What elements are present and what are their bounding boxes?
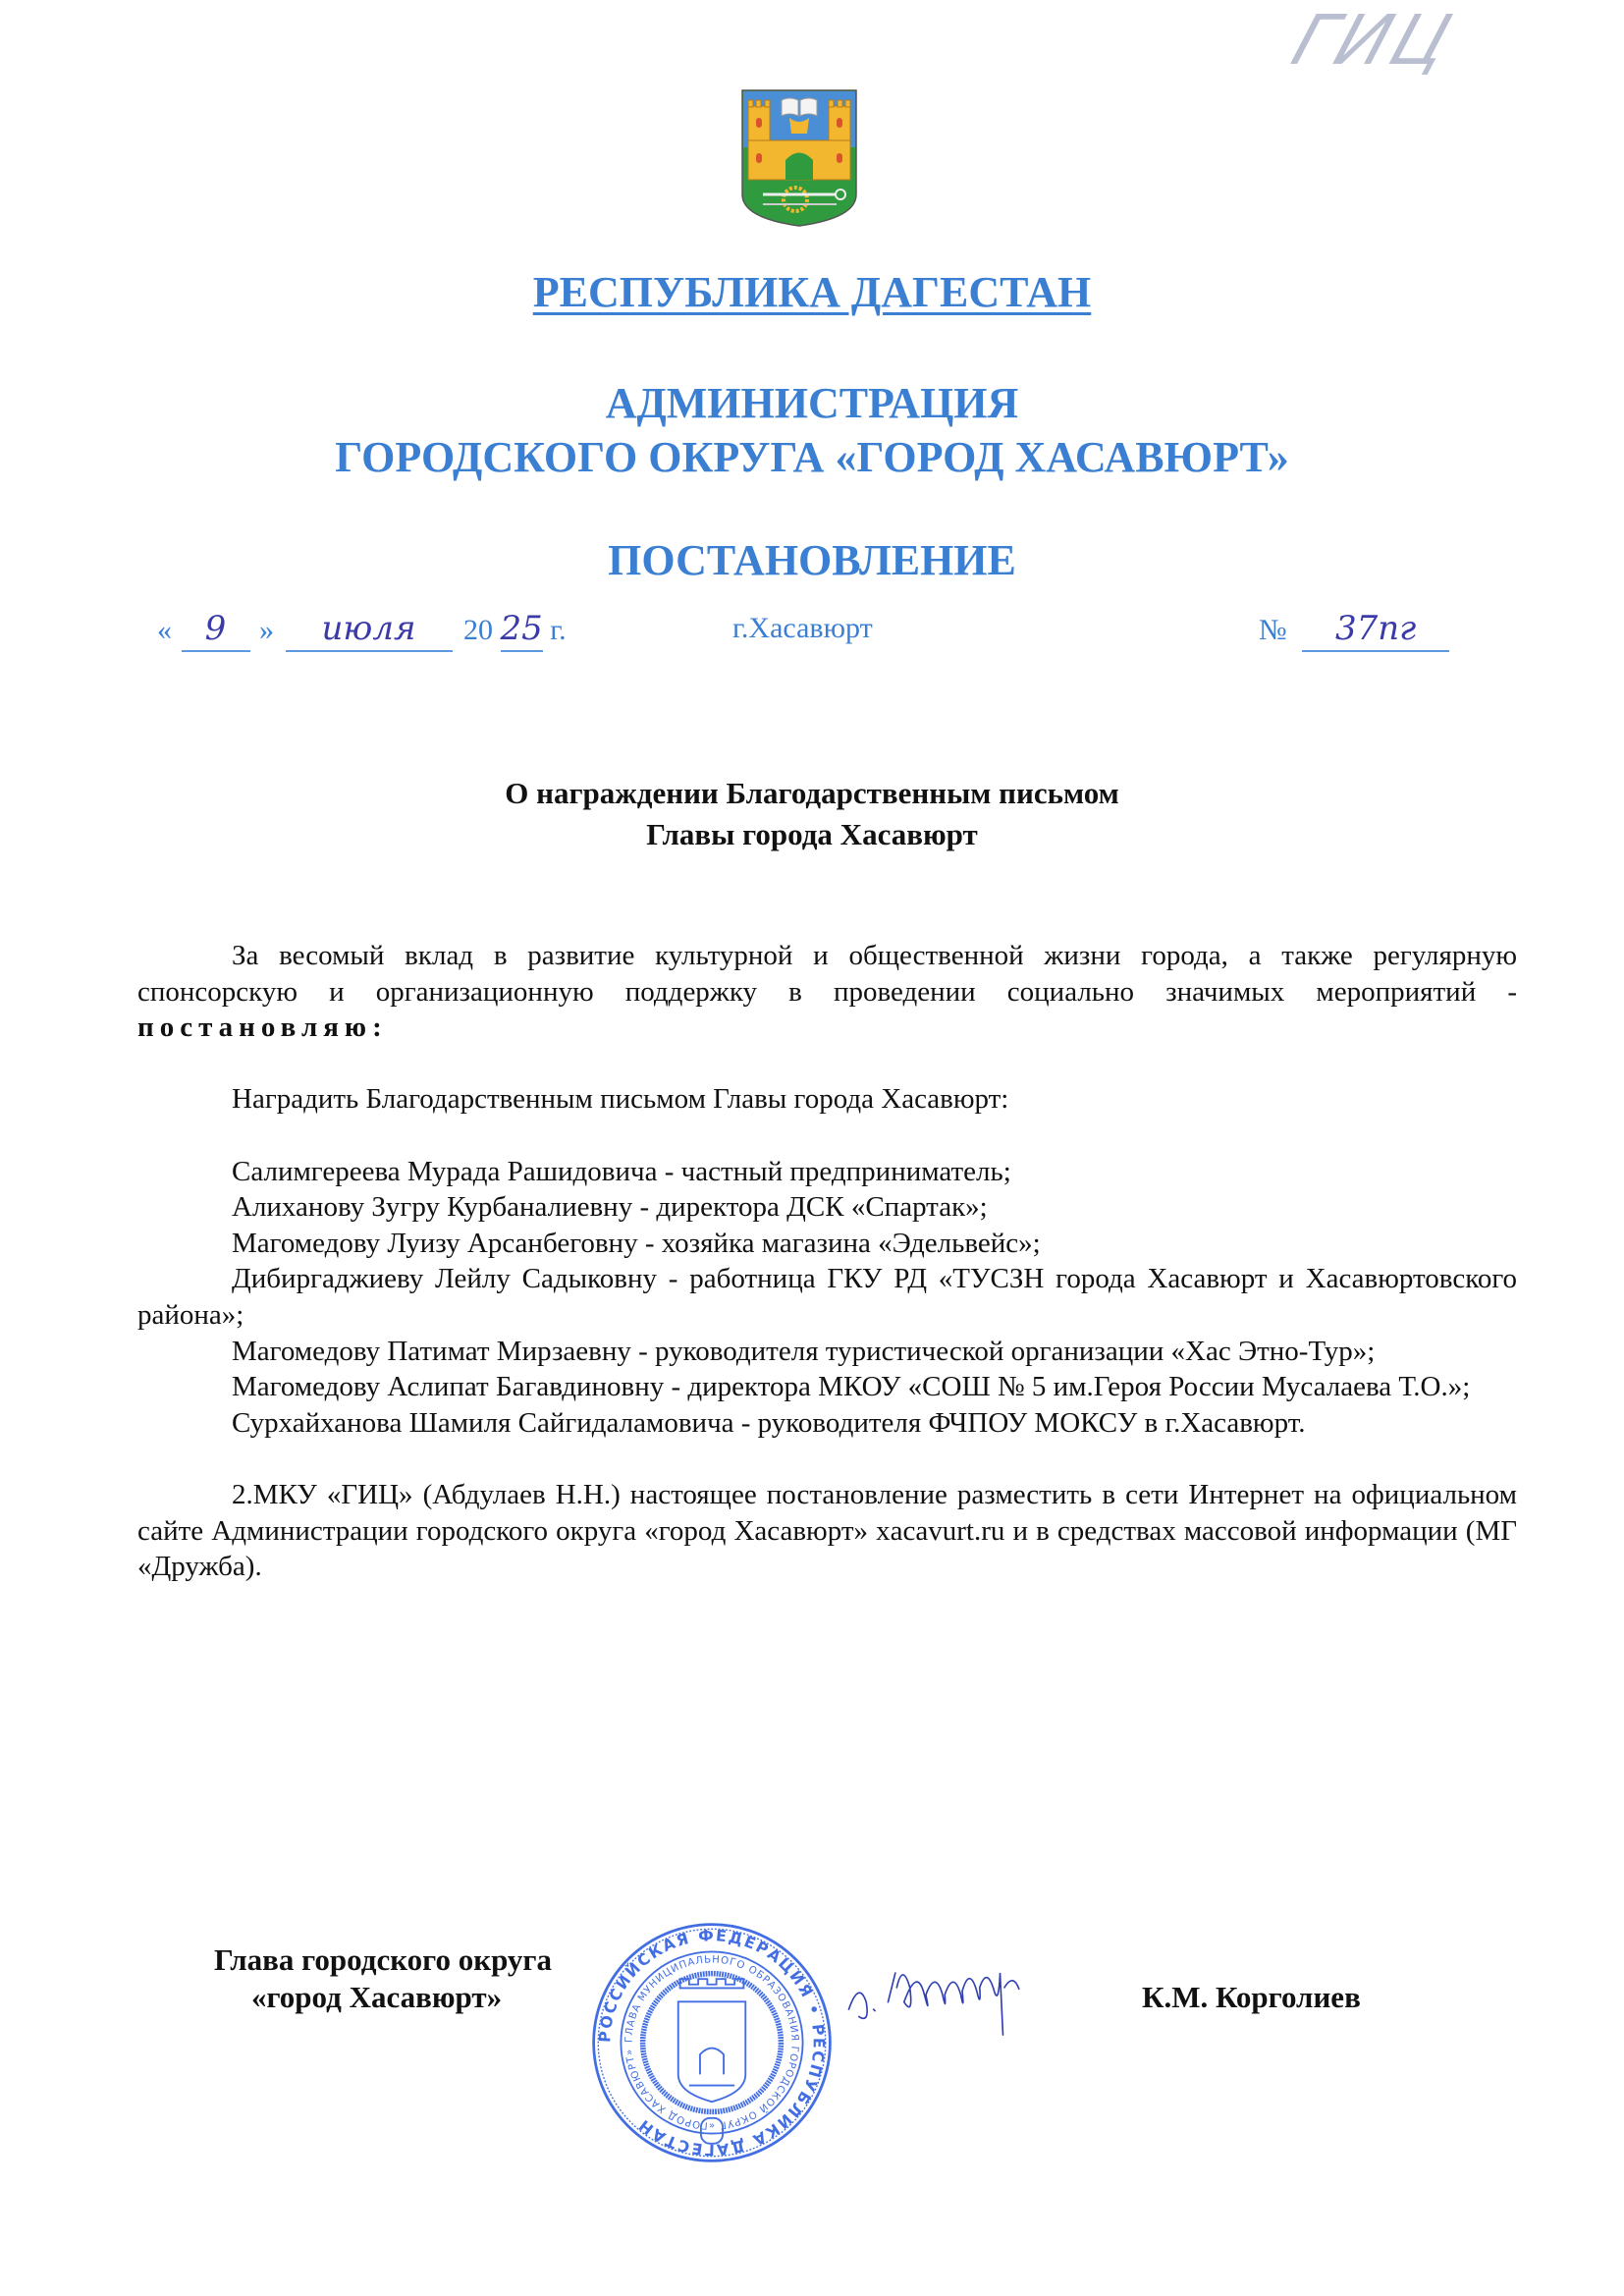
decree-word: постановляю: xyxy=(137,1011,388,1044)
recipients-list xyxy=(137,1154,1517,1442)
date-day-field: 9 xyxy=(182,607,250,652)
list-item: Дибиргаджиеву Лейлу Садыковну - работница ГКУ РД «ТУСЗН города Хасавюрт и Хасавюртовского района»; xyxy=(137,1263,1517,1331)
list-item: Магомедову Патимат Мирзаевну - руководителя туристической организации «Хас Этно-Тур»; xyxy=(232,1335,1376,1367)
list-item: Алиханову Зугру Курбаналиевну - директора ДСК «Спартак»; xyxy=(232,1191,988,1224)
coat-of-arms-icon xyxy=(738,86,860,234)
document-type-heading: ПОСТАНОВЛЕНИЕ xyxy=(608,536,1016,584)
document-body xyxy=(137,938,1517,1585)
preamble-paragraph xyxy=(137,938,1517,1046)
number-line xyxy=(1259,607,1449,652)
item-2-paragraph: 2.МКУ «ГИЦ» (Абдулаев Н.Н.) настоящее постановление разместить в сети Интернет на официальном сайте Администрации городского округа «город Хасавюрт» xacavurt.ru и в средствах массовой информации (МГ «Дружба). xyxy=(137,1478,1517,1583)
republic-heading: РЕСПУБЛИКА ДАГЕСТАН xyxy=(532,268,1092,316)
signatory-name: К.М. Корголиев xyxy=(1142,1980,1361,2014)
subject-line-2: Главы города Хасавюрт xyxy=(646,817,978,851)
award-intro: Наградить Благодарственным письмом Главы города Хасавюрт: xyxy=(232,1083,1009,1116)
date-open-quote: « xyxy=(157,614,172,646)
seal-outer-text: РОССИЙСКАЯ ФЕДЕРАЦИЯ • РЕСПУБЛИКА ДАГЕСТАН xyxy=(595,1926,829,2159)
document-number-field: 37пг xyxy=(1302,607,1449,652)
signatory-role-line-1: Глава городского округа xyxy=(214,1942,552,1977)
list-item: Магомедову Луизу Арсанбеговну - хозяйка магазина «Эдельвейс»; xyxy=(232,1227,1041,1259)
administration-heading: АДМИНИСТРАЦИЯ xyxy=(605,379,1019,427)
subject-line-1: О награждении Благодарственным письмом xyxy=(505,776,1119,810)
issuing-city: г.Хасавюрт xyxy=(732,612,873,644)
date-year-prefix: 20 xyxy=(463,614,493,646)
date-year-suffix-field: 25 xyxy=(501,607,543,652)
date-close-quote: » xyxy=(259,614,274,646)
seal-inner-text: ГЛАВА МУНИЦИПАЛЬНОГО ОБРАЗОВАНИЯ ГОРОДСКОЙ ОКРУГ «ГОРОД ХАСАВЮРТ» xyxy=(623,1954,800,2131)
number-label: № xyxy=(1259,614,1287,646)
signature-block xyxy=(137,1930,1517,2018)
list-item: Сурхайханова Шамиля Сайгидаламовича - руководителя ФЧПОУ МОКСУ в г.Хасавюрт. xyxy=(232,1406,1306,1439)
date-year-unit: г. xyxy=(550,614,567,646)
pencil-annotation: ГИЦ xyxy=(1282,0,1465,81)
preamble-text: За весомый вклад в развитие культурной и общественной жизни города, а также регулярную спонсорскую и организационную поддержку в проведении социально значимых мероприятий - xyxy=(137,940,1517,1008)
district-heading: ГОРОДСКОГО ОКРУГА «ГОРОД ХАСАВЮРТ» xyxy=(335,433,1289,481)
list-item: Магомедову Аслипат Багавдиновну - директора МКОУ «СОШ № 5 им.Героя России Мусалаева Т.О.»; xyxy=(232,1371,1471,1403)
date-month-field: июля xyxy=(286,607,453,652)
signatory-role-line-2: «город Хасавюрт» xyxy=(251,1980,503,2014)
list-item: Салимгереева Мурада Рашидовича - частный предприниматель; xyxy=(232,1155,1011,1187)
